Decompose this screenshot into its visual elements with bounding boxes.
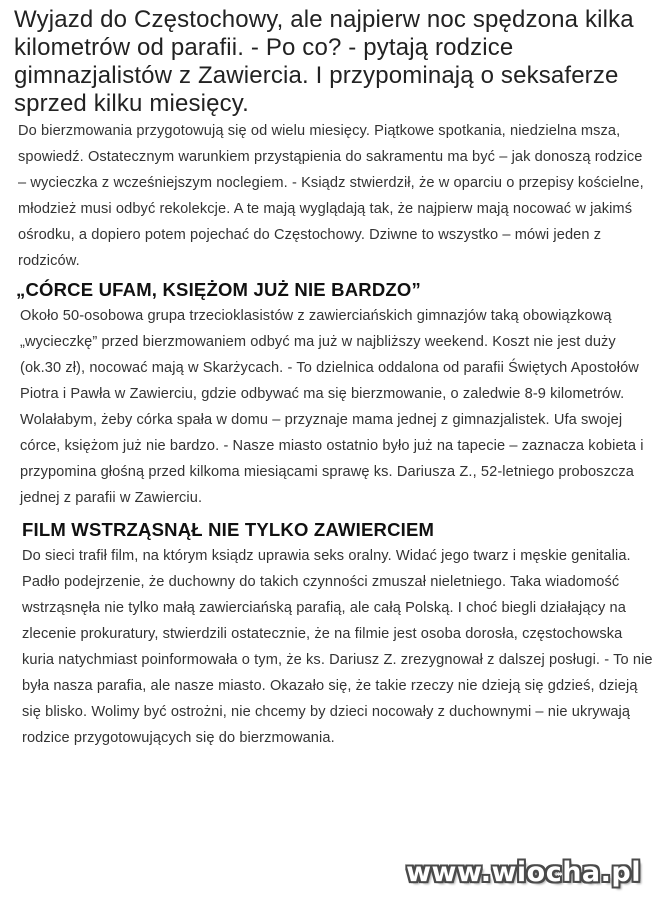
article-headline: Wyjazd do Częstochowy, ale najpierw noc spędzona kilka kilometrów od parafii. - Po co? - pytają rodzice gimnazjalistów z Zawiercia. I przypominają o seksaferze sprzed kilku miesięcy. (14, 6, 634, 117)
section-paragraph-corce-ufam: Około 50-osobowa grupa trzecioklasistów z zawierciańskich gimnazjów taką obowiązkową „wycieczkę” przed bierzmowaniem odbyć ma już w najbliższy weekend. Koszt nie jest duży (ok.30 zł), nocować mają w Skarżycach. - To dzielnica oddalona od parafii Świętych Apostołów Piotra i Pawła w Zawierciu, gdzie odbywać ma się bierzmowanie, o zaledwie 8-9 kilometrów. Wolałabym, żeby córka spała w domu – przyznaje mama jednej z gimnazjalistek. Ufa swojej córce, księżom już nie bardzo. - Nasze miasto ostatnio było już na tapecie – zaznacza kobieta i przypomina głośną przed kilkoma miesiącami sprawę ks. Dariusza Z., 52-letniego proboszcza jednej z parafii w Zawierciu. (20, 308, 644, 506)
site-watermark-logo: www.wiocha.pl (406, 857, 641, 888)
section-heading-film-wstrzasnal: FILM WSTRZĄSNĄŁ NIE TYLKO ZAWIERCIEM (22, 519, 435, 540)
section-paragraph-film-wstrzasnal: Do sieci trafił film, na którym ksiądz uprawia seks oralny. Widać jego twarz i męskie genitalia. Padło podejrzenie, że duchowny do takich czynności zmuszał nieletniego. Taka wiadomość wstrząsnęła nie tylko małą zawierciańską parafią, ale całą Polską. I choć biegli działający na zlecenie prokuratury, stwierdzili ostatecznie, że na filmie jest osoba dorosła, częstochowska kuria natychmiast poinformowała o tym, że ks. Dariusz Z. zrezygnował z dalszej posługi. - To nie była nasza parafia, ale nasze miasto. Okazało się, że takie rzeczy nie dzieją się gdzieś, dzieją się blisko. Wolimy być ostrożni, nie chcemy by dzieci nocowały z duchownymi – nie ukrywają rodzice przygotowujących się do bierzmowania. (22, 548, 653, 746)
article (14, 6, 654, 751)
section-heading-corce-ufam: „CÓRCE UFAM, KSIĘŻOM JUŻ NIE BARDZO” (16, 279, 421, 300)
article-lead-paragraph: Do bierzmowania przygotowują się od wielu miesięcy. Piątkowe spotkania, niedzielna msza, spowiedź. Ostatecznym warunkiem przystąpienia do sakramentu ma być – jak donoszą rodzice – wycieczka z wcześniejszym noclegiem. - Ksiądz stwierdził, że w oparciu o przepisy kościelne, młodzież musi odbyć rekolekcje. A te mają wyglądają tak, że najpierw mają nocować w jakimś ośrodku, a dopiero potem pojechać do Częstochowy. Dziwne to wszystko – mówi jeden z rodziców. (18, 123, 644, 269)
